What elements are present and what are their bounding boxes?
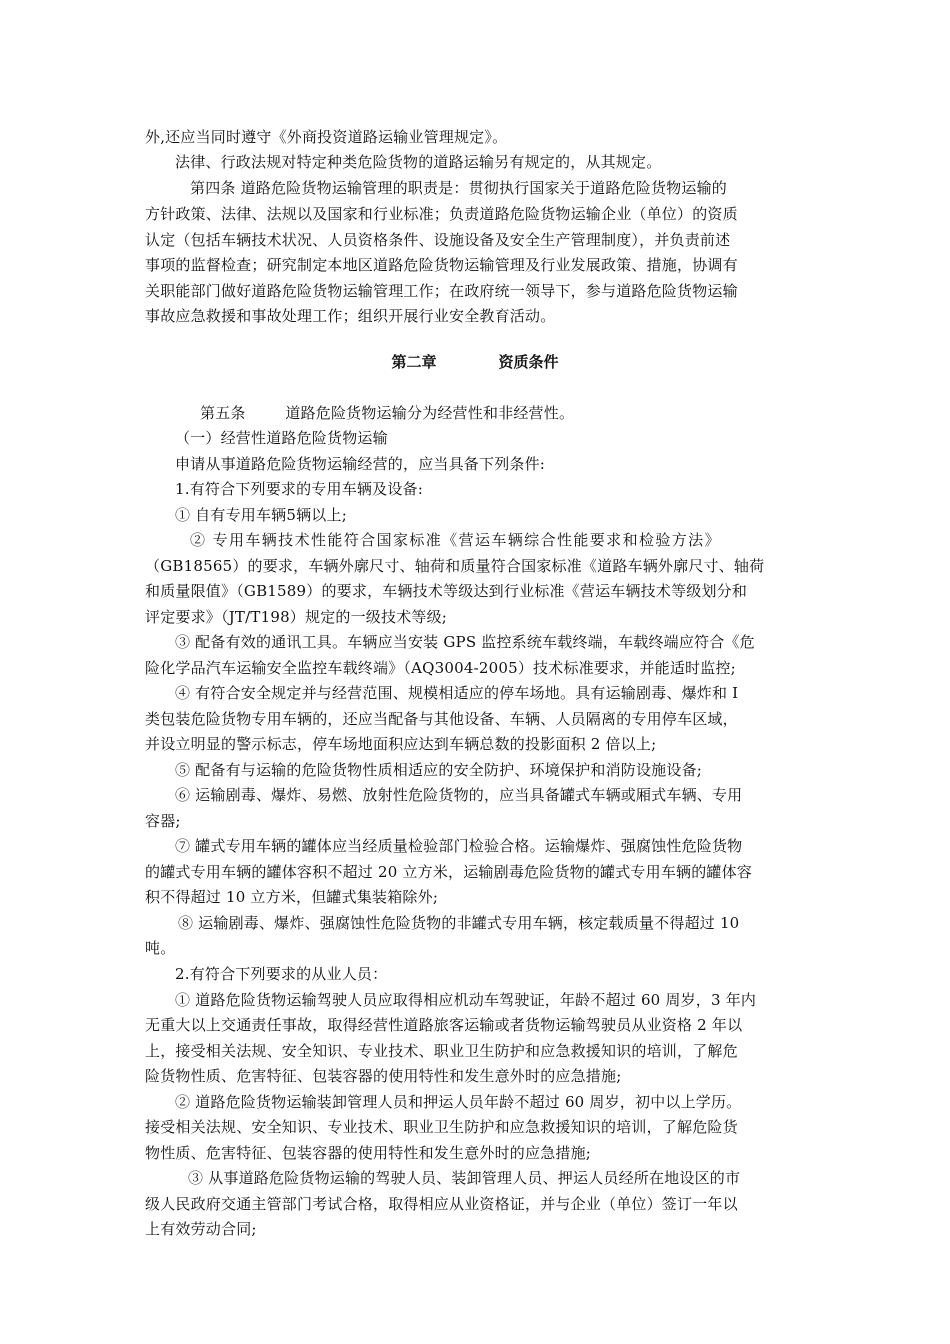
text-line: 关职能部门做好道路危险货物运输管理工作；在政府统一领导下，参与道路危险货物运输 [145, 282, 738, 300]
text-line: ⑦ 罐式专用车辆的罐体应当经质量检验部门检验合格。运输爆炸、强腐蚀性危险货物 [175, 837, 743, 855]
text-line: 认定（包括车辆技术状况、人员资格条件、设施设备及安全生产管理制度），并负责前述 [145, 231, 731, 249]
text-line: 上有效劳动合同; [145, 1220, 257, 1238]
text-line: 上，接受相关法规、安全知识、专业技术、职业卫生防护和应急救援知识的培训，了解危 [145, 1042, 738, 1060]
text-line: 法律、行政法规对特定种类危险货物的道路运输另有规定的，从其规定。 [175, 153, 662, 171]
text-line: （一）经营性道路危险货物运输 [175, 429, 388, 447]
text-line: 和质量限值》（GB1589）的要求，车辆技术等级达到行业标准《营运车辆技术等级划分和 [145, 582, 748, 600]
text-line: 1.有符合下列要求的专用车辆及设备: [175, 480, 423, 498]
text-line: ③ 配备有效的通讯工具。车辆应当安装 GPS 监控系统车载终端，车载终端应符合《危 [175, 633, 755, 651]
text-line: 积不得超过 10 立方米，但罐式集装箱除外; [145, 888, 439, 906]
text-line: 申请从事道路危险货物运输经营的，应当具备下列条件: [175, 455, 546, 473]
text-line: 物性质、危害特征、包装容器的使用特性和发生意外时的应急措施; [145, 1144, 592, 1162]
text-line: ③ 从事道路危险货物运输的驾驶人员、装卸管理人员、押运人员经所在地设区的市 [188, 1169, 741, 1187]
text-line: 的罐式专用车辆的罐体容积不超过 20 立方米，运输剧毒危险货物的罐式专用车辆的罐体容 [145, 863, 753, 881]
text-line: 无重大以上交通责任事故，取得经营性道路旅客运输或者货物运输驾驶员从业资格 2 年以 [145, 1016, 743, 1034]
chapter-title: 资质条件 [498, 353, 559, 371]
text-line: 评定要求》（JT/T198）规定的一级技术等级; [145, 608, 448, 626]
text-line: 级人民政府交通主管部门考试合格，取得相应从业资格证，并与企业（单位）签订一年以 [145, 1195, 738, 1213]
text-line: 第四条 道路危险货物运输管理的职责是：贯彻执行国家关于道路危险货物运输的 [190, 179, 727, 197]
text-line: ① 自有专用车辆5辆以上; [175, 506, 347, 524]
text-line: ⑤ 配备有与运输的危险货物性质相适应的安全防护、环境保护和消防设施设备; [175, 761, 703, 779]
text-line: （GB18565）的要求，车辆外廓尺寸、轴荷和质量符合国家标准《道路车辆外廓尺寸、轴荷 [145, 557, 765, 575]
text-line: 外,还应当同时遵守《外商投资道路运输业管理规定》。 [145, 128, 508, 146]
text-line: 险货物性质、危害特征、包装容器的使用特性和发生意外时的应急措施; [145, 1067, 622, 1085]
chapter-number: 第二章 [391, 353, 437, 371]
text-line: 并设立明显的警示标志，停车场地面积应达到车辆总数的投影面积 2 倍以上; [145, 735, 657, 753]
text-line: 接受相关法规、安全知识、专业技术、职业卫生防护和应急救援知识的培训，了解危险货 [145, 1118, 738, 1136]
text-line: 2.有符合下列要求的从业人员： [175, 965, 388, 983]
text-line: 事故应急救援和事故处理工作；组织开展行业安全教育活动。 [145, 307, 556, 325]
text-line: 类包装危险货物专用车辆的，还应当配备与其他设备、车辆、人员隔离的专用停车区域， [145, 710, 738, 728]
text-line: ② 专用车辆技术性能符合国家标准《营运车辆综合性能要求和检验方法》 [190, 531, 721, 549]
chapter-heading [0, 352, 950, 372]
text-line: 险化学品汽车运输安全监控车载终端》（AQ3004-2005）技术标准要求，并能适时监控; [145, 659, 736, 677]
text-line: 事项的监督检查；研究制定本地区道路危险货物运输管理及行业发展政策、措施，协调有 [145, 256, 738, 274]
text-line: ⑥ 运输剧毒、爆炸、易燃、放射性危险货物的，应当具备罐式车辆或厢式车辆、专用 [175, 786, 743, 804]
text-line: 吨。 [145, 939, 176, 957]
text-line: ① 道路危险货物运输驾驶人员应取得相应机动车驾驶证，年龄不超过 60 周岁，3 年内 [175, 991, 757, 1009]
text-line: 容器; [145, 812, 181, 830]
text-line: 第五条 道路危险货物运输分为经营性和非经营性。 [200, 404, 575, 422]
text-line: ⑧ 运输剧毒、爆炸、强腐蚀性危险货物的非罐式专用车辆，核定载质量不得超过 10 [178, 914, 740, 932]
text-line: ② 道路危险货物运输装卸管理人员和押运人员年龄不超过 60 周岁，初中以上学历。 [175, 1093, 742, 1111]
text-line: ④ 有符合安全规定并与经营范围、规模相适应的停车场地。具有运输剧毒、爆炸和 I [175, 684, 739, 702]
text-line: 方针政策、法律、法规以及国家和行业标准；负责道路危险货物运输企业（单位）的资质 [145, 205, 738, 223]
